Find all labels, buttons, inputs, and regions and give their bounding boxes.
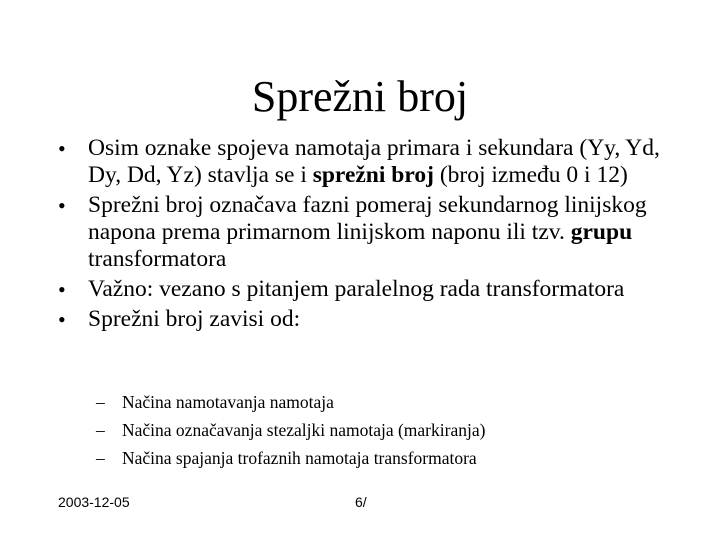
sub-bullet-text: Načina namotavanja namotaja [122,392,334,412]
sub-bullet-item [96,390,656,414]
bullet-dot-icon: • [58,136,66,161]
bullet-item [58,306,678,333]
slide-title: Sprežni broj [251,72,469,121]
bullet-item [58,135,678,189]
bullet-list [58,135,678,336]
bullet-text [88,135,660,188]
sub-bullet-text: Načina označavanja stezaljki namotaja (markiranja) [122,420,486,440]
bullet-text-part: Sprežni broj označava fazni pomeraj sekundarnog linijskog napona prema primarnom linijskom naponu ili tzv. [88,192,647,245]
sub-bullet-text: Načina spajanja trofaznih namotaja transformatora [122,448,477,468]
bullet-text-part: Osim oznake spojeva namotaja primara i sekundara (Yy, Yd, Dy, Dd, Yz) stavlja se i [88,135,660,188]
bullet-text: Sprežni broj zavisi od: [88,306,301,332]
footer-date: 2003-12-05 [58,494,130,510]
dash-icon: – [96,392,105,412]
bullet-text [88,192,647,272]
dash-icon: – [96,448,105,468]
bullet-text-bold: sprežni broj [312,162,434,188]
bullet-text: Važno: vezano s pitanjem paralelnog rada transformatora [88,276,625,302]
bullet-dot-icon: • [58,307,66,332]
sub-bullet-item [96,446,656,470]
bullet-text-bold: grupu [570,219,633,245]
bullet-dot-icon: • [58,277,66,302]
bullet-text-part: transformatora [88,246,227,272]
sub-bullet-list [96,390,656,474]
sub-bullet-item [96,418,656,442]
footer-page-number: 6/ [355,494,367,510]
dash-icon: – [96,420,105,440]
bullet-dot-icon: • [58,193,66,218]
bullet-item [58,276,678,303]
bullet-item [58,192,678,273]
bullet-text-part: (broj između 0 i 12) [433,162,628,188]
